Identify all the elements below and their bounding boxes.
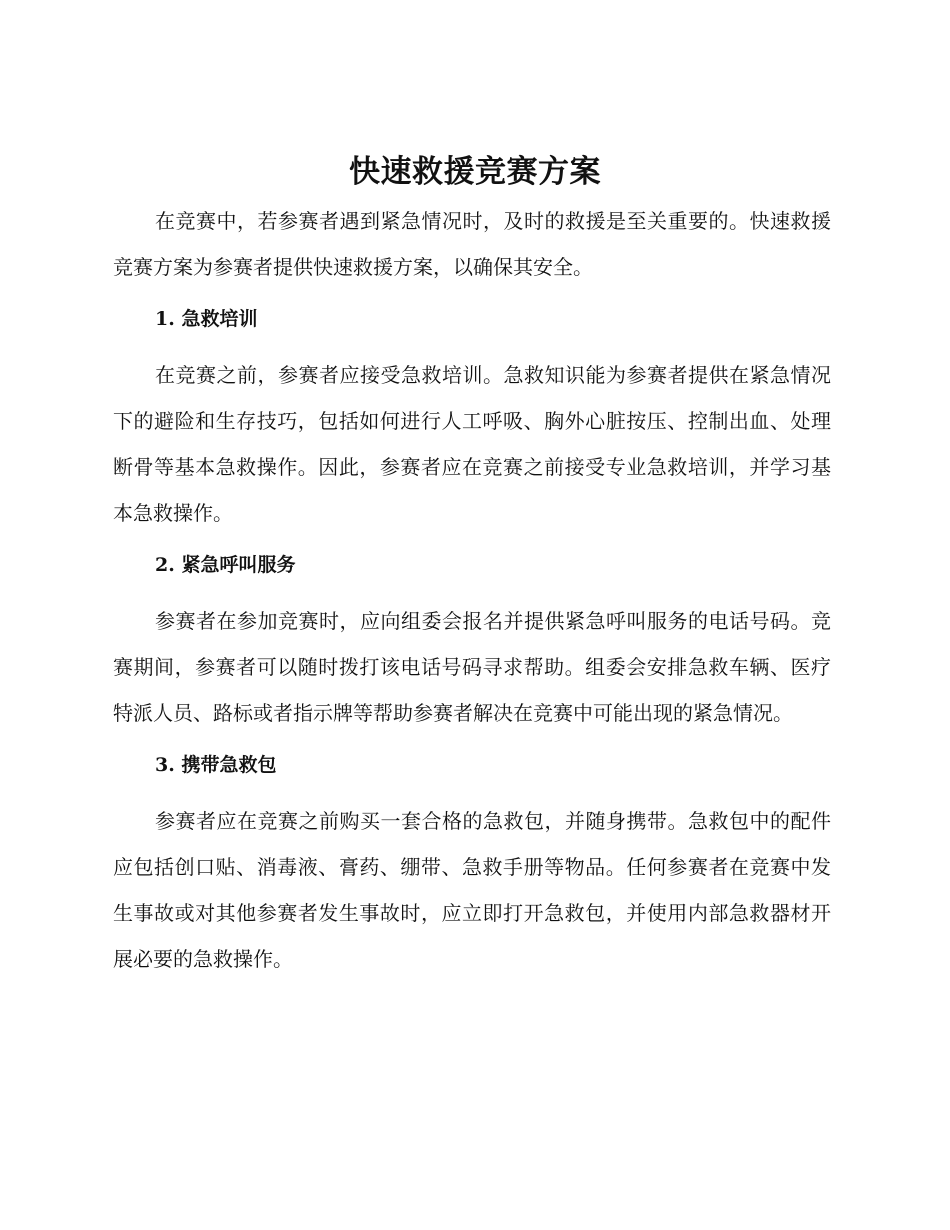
section-heading-first-aid-kit: 3. 携带急救包: [155, 754, 277, 776]
intro-paragraph: 在竞赛中，若参赛者遇到紧急情况时，及时的救援是至关重要的。快速救援竞赛方案为参赛者提供快速救援方案，以确保其安全。: [113, 209, 831, 279]
section-body-first-aid-kit: 参赛者应在竞赛之前购买一套合格的急救包，并随身携带。急救包中的配件应包括创口贴、消毒液、膏药、绷带、急救手册等物品。任何参赛者在竞赛中发生事故或对其他参赛者发生事故时，应立即打开急救包，并使用内部急救器材开展必要的急救操作。: [113, 809, 831, 971]
document-body: [113, 198, 831, 982]
document-title: 快速救援竞赛方案: [349, 154, 601, 190]
section-heading-first-aid-training: 1. 急救培训: [155, 308, 258, 330]
section-body-emergency-call: 参赛者在参加竞赛时，应向组委会报名并提供紧急呼叫服务的电话号码。竞赛期间，参赛者可以随时拨打该电话号码寻求帮助。组委会安排急救车辆、医疗特派人员、路标或者指示牌等帮助参赛者解决在竞赛中可能出现的紧急情况。: [113, 609, 831, 725]
section-body-first-aid-training: 在竞赛之前，参赛者应接受急救培训。急救知识能为参赛者提供在紧急情况下的避险和生存技巧，包括如何进行人工呼吸、胸外心脏按压、控制出血、处理断骨等基本急救操作。因此，参赛者应在竞赛之前接受专业急救培训，并学习基本急救操作。: [113, 363, 831, 525]
section-heading-emergency-call: 2. 紧急呼叫服务: [155, 554, 296, 576]
